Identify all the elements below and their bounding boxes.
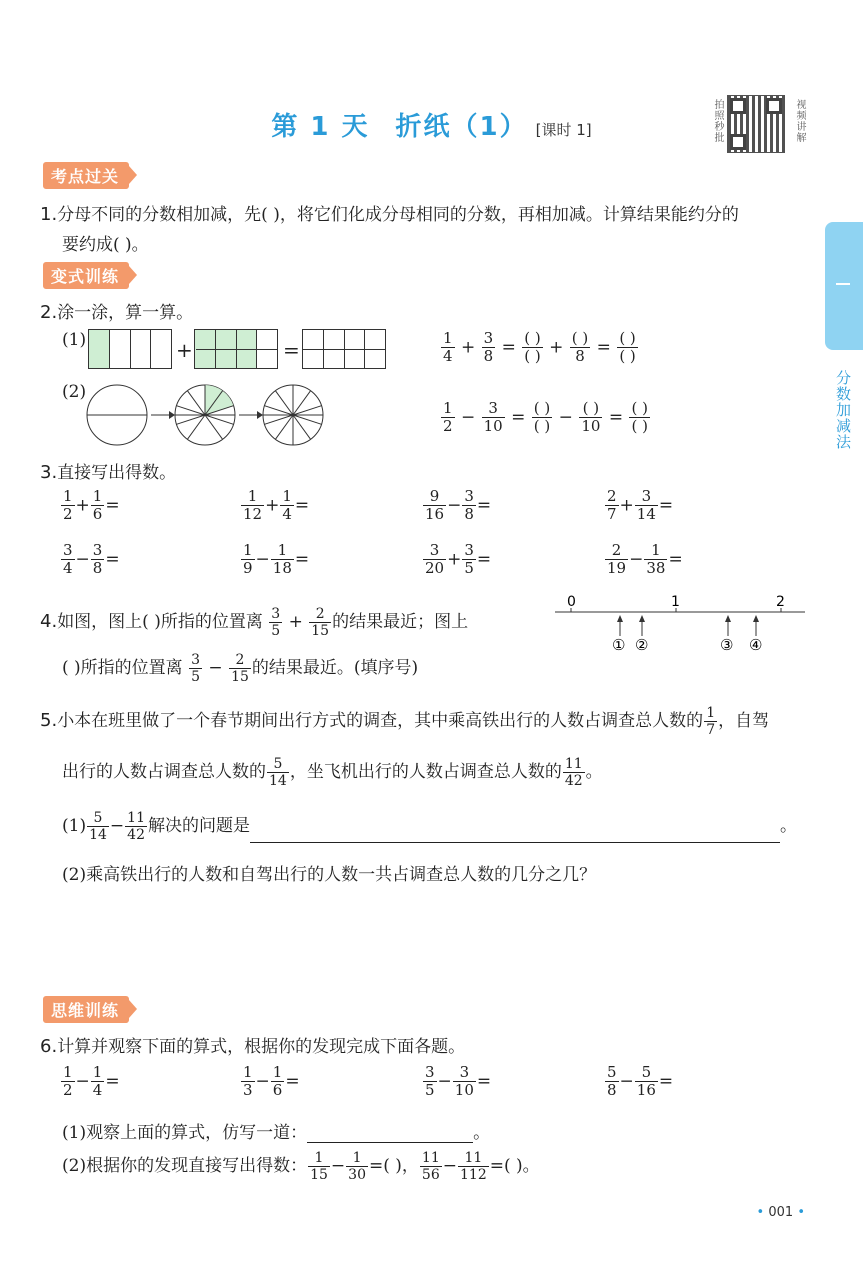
fraction: $\frac{3}{10}$ xyxy=(454,1063,474,1100)
operator: + xyxy=(549,337,564,358)
fraction: $\frac{1}{9}$ xyxy=(243,541,253,578)
qr-code-icon[interactable] xyxy=(727,95,785,153)
question-number: 1. xyxy=(40,204,58,225)
exercise-item[interactable] xyxy=(422,1064,491,1100)
dot-right: • xyxy=(797,1205,805,1220)
qr-left-label: 拍照秒批 xyxy=(712,99,723,143)
fraction: $\frac{1}{7}$ xyxy=(706,705,716,739)
operator: − xyxy=(558,407,573,428)
fraction: $\frac{1}{2}$ xyxy=(63,487,73,524)
operator: + xyxy=(288,612,303,633)
fraction: $\frac{1}{15}$ xyxy=(310,1150,328,1184)
equals: = xyxy=(476,495,492,516)
marker-2: ② xyxy=(635,636,649,654)
q5-part-1 xyxy=(62,810,797,843)
fraction: $\frac{2}{7}$ xyxy=(607,487,617,524)
q2-equation-1 xyxy=(440,330,639,366)
fraction: $\frac{11}{42}$ xyxy=(564,756,583,790)
answer-blank[interactable]: =( )。 xyxy=(489,1156,540,1177)
q4-text-2: 的结果最近；图上 xyxy=(332,612,469,633)
lesson-title: 折纸（1） xyxy=(395,112,528,142)
fraction: $\frac{3}{5}$ xyxy=(271,606,281,640)
fraction: $\frac{2}{19}$ xyxy=(607,541,627,578)
equals: = xyxy=(658,1071,674,1092)
exercise-item[interactable] xyxy=(240,488,309,524)
exercise-item[interactable] xyxy=(422,542,491,578)
exercise-item[interactable] xyxy=(422,488,491,524)
question-number: 4. xyxy=(40,611,58,633)
exercise-item[interactable] xyxy=(60,488,120,524)
fraction: $\frac{3}{8}$ xyxy=(483,329,494,366)
fraction: $\frac{1}{4}$ xyxy=(443,329,453,366)
question-number: 5. xyxy=(40,710,58,732)
fraction: $\frac{3}{4}$ xyxy=(63,541,73,578)
q5-text-2: ，自驾 xyxy=(718,711,770,732)
q5-text-4: ，坐飞机出行的人数占调查总人数的 xyxy=(289,762,562,783)
operator: − xyxy=(460,407,476,428)
exercise-item[interactable] xyxy=(604,1064,673,1100)
fraction: $\frac{1}{4}$ xyxy=(282,487,292,524)
axis-label-2: 2 xyxy=(776,594,785,610)
q4-text-3: ( )所指的位置离 xyxy=(62,658,183,679)
fraction: $\frac{9}{16}$ xyxy=(425,487,445,524)
fraction: $\frac{3}{5}$ xyxy=(191,652,200,686)
equals: = xyxy=(608,407,624,428)
exercise-item[interactable] xyxy=(60,542,120,578)
equals: = xyxy=(476,1071,492,1092)
rect-result-divider xyxy=(303,349,385,350)
question-number: 2. xyxy=(40,302,58,323)
fraction: $\frac{2}{15}$ xyxy=(311,606,330,640)
equals: = xyxy=(658,495,674,516)
answer-fraction[interactable]: $\frac{( )}{( )}$ xyxy=(619,329,636,366)
answer-fraction[interactable]: $\frac{( )}{( )}$ xyxy=(631,399,648,436)
question-4-line-1 xyxy=(40,606,468,639)
answer-line[interactable] xyxy=(307,1125,473,1143)
dot-left: • xyxy=(756,1205,765,1220)
answer-fraction[interactable]: $\frac{( )}{( )}$ xyxy=(533,399,551,436)
operator: − xyxy=(330,1156,346,1177)
operator: + xyxy=(75,495,90,516)
operator: + xyxy=(619,495,634,516)
fraction: $\frac{1}{2}$ xyxy=(63,1063,73,1100)
period-label: [课时 1] xyxy=(535,121,592,139)
question-6 xyxy=(40,1032,465,1057)
fraction: $\frac{5}{14}$ xyxy=(269,756,287,790)
question-number: 6. xyxy=(40,1036,58,1057)
q5-text-1: 小本在班里做了一个春节期间出行方式的调查，其中乘高铁出行的人数占调查总人数的 xyxy=(57,711,704,732)
equals: = xyxy=(105,495,120,516)
q6-part-2 xyxy=(62,1150,540,1183)
operator: − xyxy=(75,1071,90,1092)
equals: = xyxy=(596,337,611,358)
exercise-item[interactable] xyxy=(604,542,683,578)
marker-3: ③ xyxy=(720,636,734,654)
fraction: $\frac{5}{16}$ xyxy=(636,1063,656,1100)
fraction: $\frac{5}{14}$ xyxy=(89,810,107,844)
equals: = xyxy=(501,337,516,358)
answer-fraction[interactable]: $\frac{( )}{10}$ xyxy=(581,399,601,436)
fraction: $\frac{5}{8}$ xyxy=(607,1063,617,1100)
question-5-line-1 xyxy=(40,705,769,738)
operator: − xyxy=(75,549,90,570)
fraction: $\frac{3}{8}$ xyxy=(92,541,103,578)
equals-sign: = xyxy=(283,338,300,362)
operator: − xyxy=(442,1156,457,1177)
question-6-text: 计算并观察下面的算式，根据你的发现完成下面各题。 xyxy=(57,1037,466,1057)
rect-eighths-divider xyxy=(196,349,278,350)
equals: = xyxy=(294,549,310,570)
operator: + xyxy=(265,495,280,516)
exercise-item[interactable] xyxy=(240,542,309,578)
equals: = xyxy=(294,495,310,516)
arrow-1-head xyxy=(169,411,175,419)
equals: = xyxy=(511,407,526,428)
q5-part-1-label: (1) xyxy=(62,816,87,837)
section-badge-siwei: 思维训练 xyxy=(43,996,129,1023)
exercise-item[interactable] xyxy=(604,488,673,524)
q2-equation-2 xyxy=(440,400,651,436)
answer-fraction[interactable]: $\frac{( )}{( )}$ xyxy=(524,329,541,366)
equals: = xyxy=(285,1071,300,1092)
fraction: $\frac{3}{14}$ xyxy=(636,487,656,524)
rect-quarters[interactable] xyxy=(88,329,172,369)
fraction: $\frac{1}{2}$ xyxy=(443,399,453,436)
operator: − xyxy=(255,549,270,570)
fraction: $\frac{1}{30}$ xyxy=(348,1150,366,1184)
q5-part-1-text: 解决的问题是 xyxy=(148,816,250,837)
q5-part-1-end: 。 xyxy=(780,816,797,837)
equals: = xyxy=(105,1071,120,1092)
q6-part-2-text: (2)根据你的发现直接写出得数： xyxy=(62,1156,308,1177)
qr-right-label: 视频讲解 xyxy=(794,99,805,143)
plus-sign: + xyxy=(176,338,193,362)
equals: = xyxy=(105,549,120,570)
fraction: $\frac{11}{112}$ xyxy=(460,1150,487,1184)
answer-fraction[interactable]: $\frac{( )}{8}$ xyxy=(571,329,589,366)
fraction: $\frac{1}{6}$ xyxy=(272,1063,283,1100)
operator: − xyxy=(629,549,644,570)
q4-text-1: 如图，图上( )所指的位置离 xyxy=(57,612,263,633)
q5-text-5: 。 xyxy=(585,762,603,783)
operator: + xyxy=(460,337,476,358)
fraction: $\frac{1}{38}$ xyxy=(646,541,666,578)
day-label: 第 1 天 xyxy=(271,112,370,142)
question-3 xyxy=(40,458,176,483)
operator: − xyxy=(437,1071,452,1092)
fraction: $\frac{1}{18}$ xyxy=(272,541,292,578)
answer-line[interactable] xyxy=(250,825,780,843)
question-3-text: 直接写出得数。 xyxy=(57,463,177,483)
question-2-text: 涂一涂，算一算。 xyxy=(57,303,194,323)
fraction: $\frac{3}{10}$ xyxy=(483,399,503,436)
q5-part-2: (2)乘高铁出行的人数和自驾出行的人数一共占调查总人数的几分之几？ xyxy=(62,865,597,885)
operator: − xyxy=(619,1071,634,1092)
marker-1: ① xyxy=(612,636,626,654)
answer-blank[interactable]: =( )， xyxy=(369,1156,419,1177)
q6-part-1 xyxy=(62,1118,490,1143)
q6-part-1-end: 。 xyxy=(473,1123,491,1143)
operator: − xyxy=(447,495,462,516)
question-1-line-2: 要约成( )。 xyxy=(62,235,149,255)
marker-4: ④ xyxy=(749,636,763,654)
fraction: $\frac{1}{12}$ xyxy=(243,487,263,524)
number-line[interactable] xyxy=(550,590,810,660)
page-number xyxy=(757,1205,805,1220)
q4-text-4: 的结果最近。(填序号) xyxy=(251,658,419,679)
axis-label-0: 0 xyxy=(567,594,576,610)
fraction: $\frac{1}{3}$ xyxy=(243,1063,253,1100)
operator: − xyxy=(208,658,223,679)
fraction: $\frac{11}{56}$ xyxy=(421,1150,440,1184)
exercise-item[interactable] xyxy=(60,1064,120,1100)
equals: = xyxy=(668,549,683,570)
chapter-name: 分数加减法 xyxy=(834,370,852,450)
chapter-tab[interactable] xyxy=(825,222,863,350)
arrow-2-head xyxy=(257,411,263,419)
fraction: $\frac{1}{4}$ xyxy=(92,1063,103,1100)
fraction: $\frac{3}{20}$ xyxy=(425,541,445,578)
operator: + xyxy=(447,549,462,570)
question-1-text-a: 分母不同的分数相加减，先( )，将它们化成分母相同的分数，再相加减。计算结果能约分的 xyxy=(57,205,739,225)
section-badge-bianshi: 变式训练 xyxy=(43,262,129,289)
question-2 xyxy=(40,298,193,323)
fraction: $\frac{11}{42}$ xyxy=(127,810,145,844)
fraction: $\frac{1}{6}$ xyxy=(92,487,103,524)
question-4-line-2 xyxy=(62,652,418,685)
question-1 xyxy=(40,200,739,225)
section-badge-kaodian: 考点过关 xyxy=(43,162,129,189)
q5-text-3: 出行的人数占调查总人数的 xyxy=(62,762,266,783)
q2-part-1-label: (1) xyxy=(62,330,87,350)
question-number: 3. xyxy=(40,462,58,483)
operator: − xyxy=(109,816,125,837)
fraction: $\frac{3}{5}$ xyxy=(464,541,474,578)
fraction: $\frac{2}{15}$ xyxy=(231,652,249,686)
circle-diagram[interactable] xyxy=(85,380,395,450)
equals: = xyxy=(476,549,492,570)
page-number-text: 001 xyxy=(768,1205,794,1220)
q2-part-2-label: (2) xyxy=(62,382,87,402)
fraction: $\frac{3}{5}$ xyxy=(425,1063,435,1100)
fraction: $\frac{3}{8}$ xyxy=(464,487,474,524)
axis-ticks xyxy=(571,608,781,612)
q6-part-1-text: (1)观察上面的算式，仿写一道： xyxy=(62,1123,308,1143)
operator: − xyxy=(255,1071,270,1092)
exercise-item[interactable] xyxy=(240,1064,300,1100)
axis-label-1: 1 xyxy=(671,594,680,610)
question-5-line-2 xyxy=(62,756,603,789)
chapter-tab-mark xyxy=(836,283,850,285)
